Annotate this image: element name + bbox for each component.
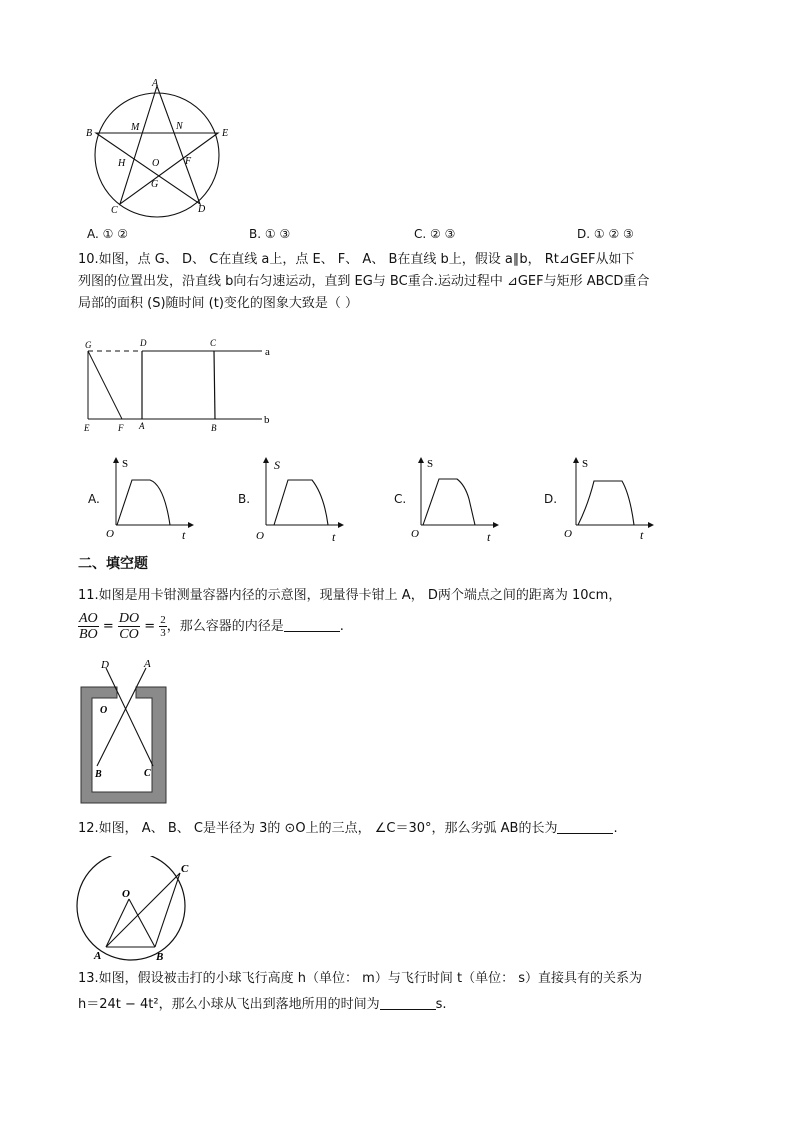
svg-text:t: t xyxy=(182,528,186,542)
svg-text:C: C xyxy=(181,863,189,875)
q11-answer-blank[interactable] xyxy=(284,618,340,632)
graph-d xyxy=(560,455,655,545)
svg-text:t: t xyxy=(487,530,491,544)
label-F: F xyxy=(185,156,192,167)
svg-text:B: B xyxy=(95,769,102,780)
svg-text:S: S xyxy=(582,458,589,470)
label-E: E xyxy=(222,128,229,139)
graph-a xyxy=(100,455,195,545)
label-G: G xyxy=(85,340,92,350)
q10-rectangle-triangle-figure xyxy=(78,335,283,435)
q13-text xyxy=(78,968,728,1016)
q12-answer-blank[interactable] xyxy=(557,820,613,834)
q9-option-b[interactable]: B. ① ③ xyxy=(249,227,291,241)
label-M: M xyxy=(131,122,140,133)
svg-text:O: O xyxy=(100,705,108,716)
svg-text:A: A xyxy=(94,950,102,962)
q11-text xyxy=(78,585,728,642)
star-circle-figure xyxy=(78,74,238,219)
q10-line1: 10.如图，点 G、 D、 C在直线 a上，点 E、 F、 A、 B在直线 b上，假设 a∥b， Rt⊿GEF从如下 xyxy=(78,252,635,267)
label-C: C xyxy=(111,205,118,216)
svg-text:A: A xyxy=(144,658,151,670)
q10-text xyxy=(78,249,728,315)
q13-answer-blank[interactable] xyxy=(380,996,436,1010)
caliper-container-figure xyxy=(78,655,173,810)
svg-text:O: O xyxy=(564,528,572,540)
label-a: a xyxy=(265,346,270,358)
svg-text:B: B xyxy=(156,951,164,963)
label-G: G xyxy=(151,179,159,190)
fraction-2-3: $\frac{2}{3}$ xyxy=(160,614,166,639)
q10-option-b[interactable]: B. xyxy=(238,492,251,506)
label-H: H xyxy=(118,158,126,169)
q9-option-a[interactable]: A. ① ② xyxy=(87,227,128,241)
q13-line2: h＝24t − 4t²，那么小球从飞出到落地所用的时间为 s. xyxy=(78,997,447,1012)
q10-option-c[interactable]: C. xyxy=(394,492,407,506)
label-N: N xyxy=(176,121,183,132)
svg-text:t: t xyxy=(332,530,336,544)
svg-text:t: t xyxy=(640,528,644,542)
label-C: C xyxy=(210,338,217,348)
label-A: A xyxy=(139,421,145,431)
q10-option-a[interactable]: A. xyxy=(88,492,100,506)
label-b: b xyxy=(264,414,270,426)
q9-option-c[interactable]: C. ② ③ xyxy=(414,227,456,241)
q11-line2: $\frac{AO}{BO}$ = $\frac{DO}{CO}$ = $\frac{2}{3}$ ，那么容器的内径是 . xyxy=(79,611,344,642)
svg-text:O: O xyxy=(122,888,130,900)
svg-text:D: D xyxy=(101,659,109,671)
svg-text:O: O xyxy=(256,530,264,542)
q12-line1: 12.如图， A、 B、 C是半径为 3的 ⊙O上的三点， ∠C＝30°，那么劣弧 AB的长为 xyxy=(78,821,558,836)
q9-option-d[interactable]: D. ① ② ③ xyxy=(577,227,634,241)
q12-text: 12.如图， A、 B、 C是半径为 3的 ⊙O上的三点， ∠C＝30°，那么劣弧 AB的长为 . xyxy=(78,821,618,836)
q10-option-d[interactable]: D. xyxy=(544,492,558,506)
label-O: O xyxy=(152,158,160,169)
svg-text:O: O xyxy=(411,528,419,540)
svg-text:S: S xyxy=(427,458,434,470)
fraction-ao-bo: $\frac{AO}{BO}$ xyxy=(79,611,98,642)
label-A: A xyxy=(152,78,159,89)
svg-text:C: C xyxy=(144,768,151,779)
svg-text:O: O xyxy=(106,528,114,540)
q10-line2: 列图的位置出发，沿直线 b向右匀速运动，直到 EG与 BC重合.运动过程中 ⊿GEF与矩形 ABCD重合 xyxy=(78,274,650,289)
q11-line1: 11.如图是用卡钳测量容器内径的示意图，现量得卡钳上 A， D两个端点之间的距离为 10cm， xyxy=(78,588,622,603)
label-E: E xyxy=(84,423,90,433)
svg-text:S: S xyxy=(274,458,280,472)
fraction-do-co: $\frac{DO}{CO}$ xyxy=(118,611,140,642)
label-D: D xyxy=(198,204,206,215)
graph-c xyxy=(405,455,500,545)
section-title: 二、填空题 xyxy=(78,556,148,572)
label-F: F xyxy=(118,423,124,433)
q13-line1: 13.如图，假设被击打的小球飞行高度 h（单位： m）与飞行时间 t（单位： s）直接具有的关系为 xyxy=(78,971,642,986)
svg-text:S: S xyxy=(122,458,129,470)
label-B: B xyxy=(211,423,217,433)
graph-b xyxy=(250,455,345,545)
label-B: B xyxy=(86,128,93,139)
circle-inscribed-angle-figure xyxy=(72,856,197,968)
q10-line3: 局部的面积 (S)随时间 (t)变化的图象大致是（ ） xyxy=(78,296,359,311)
label-D: D xyxy=(140,338,147,348)
